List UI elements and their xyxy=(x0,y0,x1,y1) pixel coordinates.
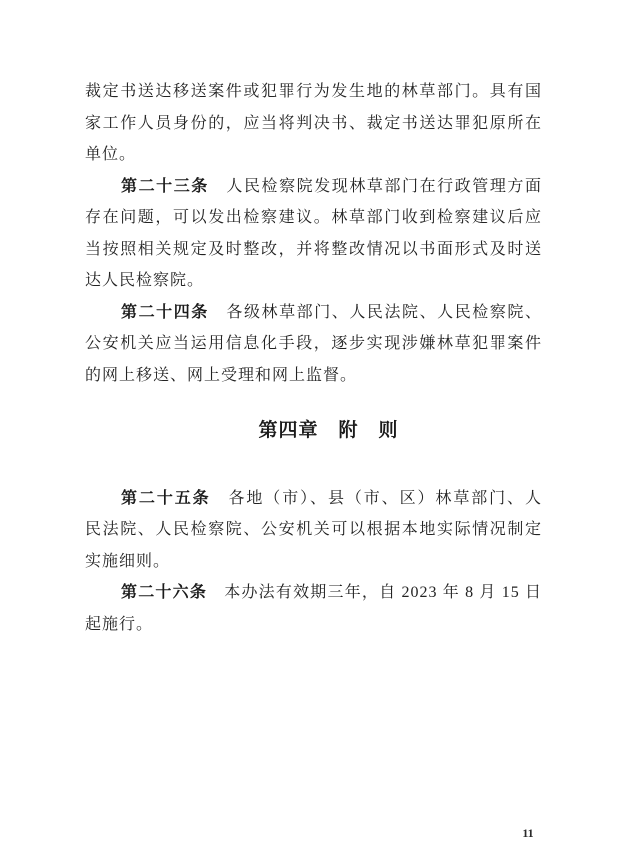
text-line: 第二十四条 各级林草部门、人民法院、人民检察院、 xyxy=(121,303,542,321)
text-line: 的网上移送、网上受理和网上监督。 xyxy=(85,366,358,384)
article-number: 第二十五条 xyxy=(121,489,211,507)
text-line: 单位。 xyxy=(85,146,137,163)
text-line: 家工作人员身份的，应当将判决书、裁定书送达罪犯原所在 xyxy=(85,114,542,132)
text-line: 达人民检察院。 xyxy=(85,272,205,289)
chapter-heading: 第四章 附 则 xyxy=(258,420,399,441)
text-line: 裁定书送达移送案件或犯罪行为发生地的林草部门。具有国 xyxy=(85,83,542,100)
para-article-23 xyxy=(85,171,542,297)
para-article-25 xyxy=(85,483,542,578)
text-line: 第二十六条 本办法有效期三年，自 2023 年 8 月 15 日 xyxy=(121,584,542,601)
article-number: 第二十四条 xyxy=(121,303,209,321)
article-number: 第二十六条 xyxy=(121,584,208,601)
article-number: 第二十三条 xyxy=(121,177,209,195)
page-number: 11 xyxy=(522,826,534,840)
text-line: 当按照相关规定及时整改，并将整改情况以书面形式及时送 xyxy=(85,240,542,258)
text-line: 存在问题，可以发出检察建议。林草部门收到检察建议后应 xyxy=(85,209,542,226)
text-line: 实施细则。 xyxy=(85,552,171,570)
text-line: 第二十三条 人民检察院发现林草部门在行政管理方面 xyxy=(121,177,542,195)
para-article-24 xyxy=(85,297,542,392)
text-line: 公安机关应当运用信息化手段，逐步实现涉嫌林草犯罪案件 xyxy=(85,335,542,352)
text-line: 民法院、人民检察院、公安机关可以根据本地实际情况制定 xyxy=(85,521,542,538)
text-line: 第二十五条 各地（市）、县（市、区）林草部门、人 xyxy=(121,489,542,507)
text-column xyxy=(85,76,542,640)
text-line: 起施行。 xyxy=(85,615,154,633)
para-continuation xyxy=(85,76,542,171)
para-article-26 xyxy=(85,577,542,640)
